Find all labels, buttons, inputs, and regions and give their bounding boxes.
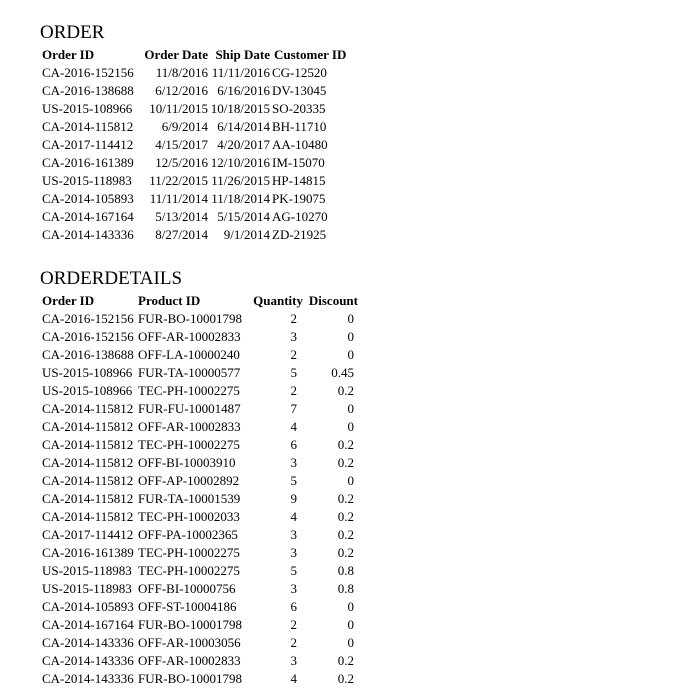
orderdetails-row xyxy=(40,328,358,346)
orderdetails-row xyxy=(40,526,358,544)
order-header-customer-id: Customer ID xyxy=(274,47,347,62)
order-cell: HP-14815 xyxy=(272,173,326,188)
orderdetails-header-quantity: Quantity xyxy=(253,293,303,308)
orderdetails-cell: CA-2014-105893 xyxy=(42,599,134,614)
orderdetails-cell: 0.2 xyxy=(337,545,354,560)
order-cell: 10/18/2015 xyxy=(210,101,270,116)
orderdetails-row xyxy=(40,616,358,634)
orderdetails-title: ORDERDETAILS xyxy=(40,268,183,289)
orderdetails-cell: 0.2 xyxy=(337,527,354,542)
orderdetails-cell: 4 xyxy=(290,509,297,524)
order-row xyxy=(40,208,350,226)
orderdetails-cell: 2 xyxy=(290,383,297,398)
orderdetails-cell: US-2015-118983 xyxy=(42,563,132,578)
orderdetails-row xyxy=(40,598,358,616)
orderdetails-cell: CA-2016-138688 xyxy=(42,347,134,362)
orderdetails-cell: 0 xyxy=(347,401,354,416)
orderdetails-cell: 0 xyxy=(347,599,354,614)
orderdetails-cell: CA-2016-161389 xyxy=(42,545,134,560)
orderdetails-cell: OFF-AR-10003056 xyxy=(138,635,241,650)
order-header-order-id: Order ID xyxy=(42,47,95,62)
orderdetails-cell: FUR-TA-10000577 xyxy=(138,365,241,380)
order-cell: BH-11710 xyxy=(272,119,327,134)
orderdetails-cell: 4 xyxy=(290,671,297,686)
order-cell: 4/15/2017 xyxy=(155,137,208,152)
orderdetails-cell: US-2015-118983 xyxy=(42,581,132,596)
orderdetails-row xyxy=(40,436,358,454)
orderdetails-cell: TEC-PH-10002275 xyxy=(138,563,240,578)
orderdetails-cell: OFF-BI-10003910 xyxy=(138,455,236,470)
order-title: ORDER xyxy=(40,22,105,43)
orderdetails-row xyxy=(40,346,358,364)
orderdetails-cell: 0 xyxy=(347,347,354,362)
orderdetails-cell: CA-2014-115812 xyxy=(42,437,134,452)
orderdetails-cell: CA-2016-152156 xyxy=(42,311,134,326)
orderdetails-cell: 0 xyxy=(347,311,354,326)
orderdetails-cell: FUR-TA-10001539 xyxy=(138,491,241,506)
orderdetails-cell: 2 xyxy=(290,635,297,650)
order-cell: ZD-21925 xyxy=(272,227,327,242)
order-row xyxy=(40,136,350,154)
order-cell: 11/8/2016 xyxy=(155,65,208,80)
orderdetails-row xyxy=(40,454,358,472)
order-cell: AG-10270 xyxy=(272,209,328,224)
order-cell: 11/11/2016 xyxy=(211,65,270,80)
orderdetails-cell: TEC-PH-10002275 xyxy=(138,437,240,452)
orderdetails-header-product-id: Product ID xyxy=(138,293,201,308)
orderdetails-cell: TEC-PH-10002033 xyxy=(138,509,240,524)
orderdetails-cell: OFF-LA-10000240 xyxy=(138,347,240,362)
orderdetails-cell: 0.2 xyxy=(337,509,354,524)
orderdetails-cell: 3 xyxy=(290,653,297,668)
orderdetails-cell: 3 xyxy=(290,527,297,542)
order-cell: 6/14/2014 xyxy=(217,119,270,134)
order-row xyxy=(40,118,350,136)
orderdetails-cell: 6 xyxy=(290,599,297,614)
orderdetails-row xyxy=(40,580,358,598)
orderdetails-cell: CA-2014-167164 xyxy=(42,617,134,632)
orderdetails-cell: CA-2014-115812 xyxy=(42,401,134,416)
order-section xyxy=(40,22,350,244)
orderdetails-cell: FUR-BO-10001798 xyxy=(138,617,243,632)
order-table xyxy=(40,46,350,244)
orderdetails-cell: 3 xyxy=(290,545,297,560)
orderdetails-row xyxy=(40,364,358,382)
orderdetails-cell: 0 xyxy=(347,419,354,434)
orderdetails-row xyxy=(40,544,358,562)
orderdetails-cell: TEC-PH-10002275 xyxy=(138,545,240,560)
orderdetails-row xyxy=(40,310,358,328)
order-row xyxy=(40,100,350,118)
orderdetails-header-discount: Discount xyxy=(308,293,358,308)
order-cell: 5/15/2014 xyxy=(217,209,270,224)
order-cell: 4/20/2017 xyxy=(217,137,270,152)
orderdetails-cell: OFF-BI-10000756 xyxy=(138,581,236,596)
orderdetails-cell: 7 xyxy=(290,401,297,416)
orderdetails-cell: 0 xyxy=(347,635,354,650)
order-cell: 10/11/2015 xyxy=(149,101,208,116)
order-header-order-date: Order Date xyxy=(144,47,208,62)
orderdetails-cell: 0.45 xyxy=(331,365,354,380)
order-cell: DV-13045 xyxy=(272,83,327,98)
order-row xyxy=(40,226,350,244)
order-cell: US-2015-118983 xyxy=(42,173,132,188)
order-cell: CA-2016-161389 xyxy=(42,155,134,170)
orderdetails-cell: OFF-AR-10002833 xyxy=(138,653,241,668)
order-cell: CA-2016-152156 xyxy=(42,65,134,80)
order-cell: CA-2014-167164 xyxy=(42,209,134,224)
orderdetails-cell: 0 xyxy=(347,329,354,344)
order-cell: 11/22/2015 xyxy=(149,173,208,188)
orderdetails-cell: 4 xyxy=(290,419,297,434)
orderdetails-header-row xyxy=(40,292,358,310)
order-cell: 12/10/2016 xyxy=(210,155,270,170)
orderdetails-cell: 0.2 xyxy=(337,671,354,686)
order-cell: 11/26/2015 xyxy=(211,173,270,188)
order-header-ship-date: Ship Date xyxy=(215,47,270,62)
orderdetails-cell: CA-2014-143336 xyxy=(42,671,134,686)
orderdetails-cell: FUR-FU-10001487 xyxy=(138,401,241,416)
orderdetails-cell: 5 xyxy=(290,563,297,578)
order-row xyxy=(40,154,350,172)
orderdetails-cell: 5 xyxy=(290,473,297,488)
orderdetails-row xyxy=(40,634,358,652)
orderdetails-table xyxy=(40,292,358,688)
order-row xyxy=(40,172,350,190)
orderdetails-cell: TEC-PH-10002275 xyxy=(138,383,240,398)
order-cell: CA-2014-105893 xyxy=(42,191,134,206)
order-cell: SO-20335 xyxy=(272,101,326,116)
orderdetails-cell: 2 xyxy=(290,617,297,632)
orderdetails-cell: 0.2 xyxy=(337,437,354,452)
orderdetails-cell: 0 xyxy=(347,617,354,632)
orderdetails-row xyxy=(40,418,358,436)
orderdetails-cell: CA-2014-115812 xyxy=(42,491,134,506)
orderdetails-cell: CA-2014-143336 xyxy=(42,653,134,668)
orderdetails-row xyxy=(40,400,358,418)
orderdetails-row xyxy=(40,382,358,400)
order-cell: CA-2016-138688 xyxy=(42,83,134,98)
orderdetails-cell: CA-2014-115812 xyxy=(42,473,134,488)
order-cell: CA-2014-115812 xyxy=(42,119,134,134)
orderdetails-row xyxy=(40,490,358,508)
order-cell: 6/12/2016 xyxy=(155,83,208,98)
orderdetails-cell: CA-2014-115812 xyxy=(42,509,134,524)
order-cell: 8/27/2014 xyxy=(155,227,208,242)
orderdetails-cell: CA-2014-115812 xyxy=(42,455,134,470)
orderdetails-row xyxy=(40,508,358,526)
order-cell: IM-15070 xyxy=(272,155,325,170)
order-cell: 9/1/2014 xyxy=(223,227,270,242)
orderdetails-cell: 6 xyxy=(290,437,297,452)
order-cell: 5/13/2014 xyxy=(155,209,208,224)
orderdetails-cell: CA-2016-152156 xyxy=(42,329,134,344)
orderdetails-cell: OFF-ST-10004186 xyxy=(138,599,237,614)
orderdetails-cell: 3 xyxy=(290,329,297,344)
orderdetails-cell: 0.2 xyxy=(337,653,354,668)
orderdetails-cell: OFF-AP-10002892 xyxy=(138,473,240,488)
order-cell: 12/5/2016 xyxy=(155,155,208,170)
orderdetails-cell: 0.8 xyxy=(337,563,354,578)
orderdetails-row xyxy=(40,472,358,490)
orderdetails-cell: FUR-BO-10001798 xyxy=(138,671,243,686)
orderdetails-cell: US-2015-108966 xyxy=(42,383,133,398)
orderdetails-header-order-id: Order ID xyxy=(42,293,95,308)
orderdetails-cell: 2 xyxy=(290,347,297,362)
order-cell: 11/11/2014 xyxy=(149,191,208,206)
order-header-row xyxy=(40,46,350,64)
orderdetails-cell: US-2015-108966 xyxy=(42,365,133,380)
order-cell: CA-2014-143336 xyxy=(42,227,134,242)
order-cell: CA-2017-114412 xyxy=(42,137,134,152)
orderdetails-row xyxy=(40,562,358,580)
orderdetails-cell: CA-2017-114412 xyxy=(42,527,134,542)
order-cell: 11/18/2014 xyxy=(211,191,270,206)
orderdetails-cell: FUR-BO-10001798 xyxy=(138,311,243,326)
orderdetails-row xyxy=(40,652,358,670)
orderdetails-cell: OFF-PA-10002365 xyxy=(138,527,238,542)
orderdetails-cell: 9 xyxy=(290,491,297,506)
order-row xyxy=(40,64,350,82)
orderdetails-section xyxy=(40,268,358,688)
orderdetails-cell: 2 xyxy=(290,311,297,326)
orderdetails-cell: 5 xyxy=(290,365,297,380)
order-cell: 6/16/2016 xyxy=(217,83,270,98)
order-cell: PK-19075 xyxy=(272,191,326,206)
orderdetails-cell: 0 xyxy=(347,473,354,488)
order-cell: CG-12520 xyxy=(272,65,327,80)
orderdetails-cell: 0.2 xyxy=(337,491,354,506)
order-cell: US-2015-108966 xyxy=(42,101,133,116)
order-row xyxy=(40,82,350,100)
orderdetails-cell: 3 xyxy=(290,455,297,470)
orderdetails-cell: 0.2 xyxy=(337,455,354,470)
orderdetails-cell: OFF-AR-10002833 xyxy=(138,419,241,434)
order-cell: AA-10480 xyxy=(272,137,328,152)
orderdetails-cell: CA-2014-115812 xyxy=(42,419,134,434)
order-cell: 6/9/2014 xyxy=(161,119,208,134)
orderdetails-row xyxy=(40,670,358,688)
orderdetails-cell: 3 xyxy=(290,581,297,596)
orderdetails-cell: CA-2014-143336 xyxy=(42,635,134,650)
orderdetails-cell: 0.2 xyxy=(337,383,354,398)
orderdetails-cell: 0.8 xyxy=(337,581,354,596)
order-row xyxy=(40,190,350,208)
orderdetails-cell: OFF-AR-10002833 xyxy=(138,329,241,344)
